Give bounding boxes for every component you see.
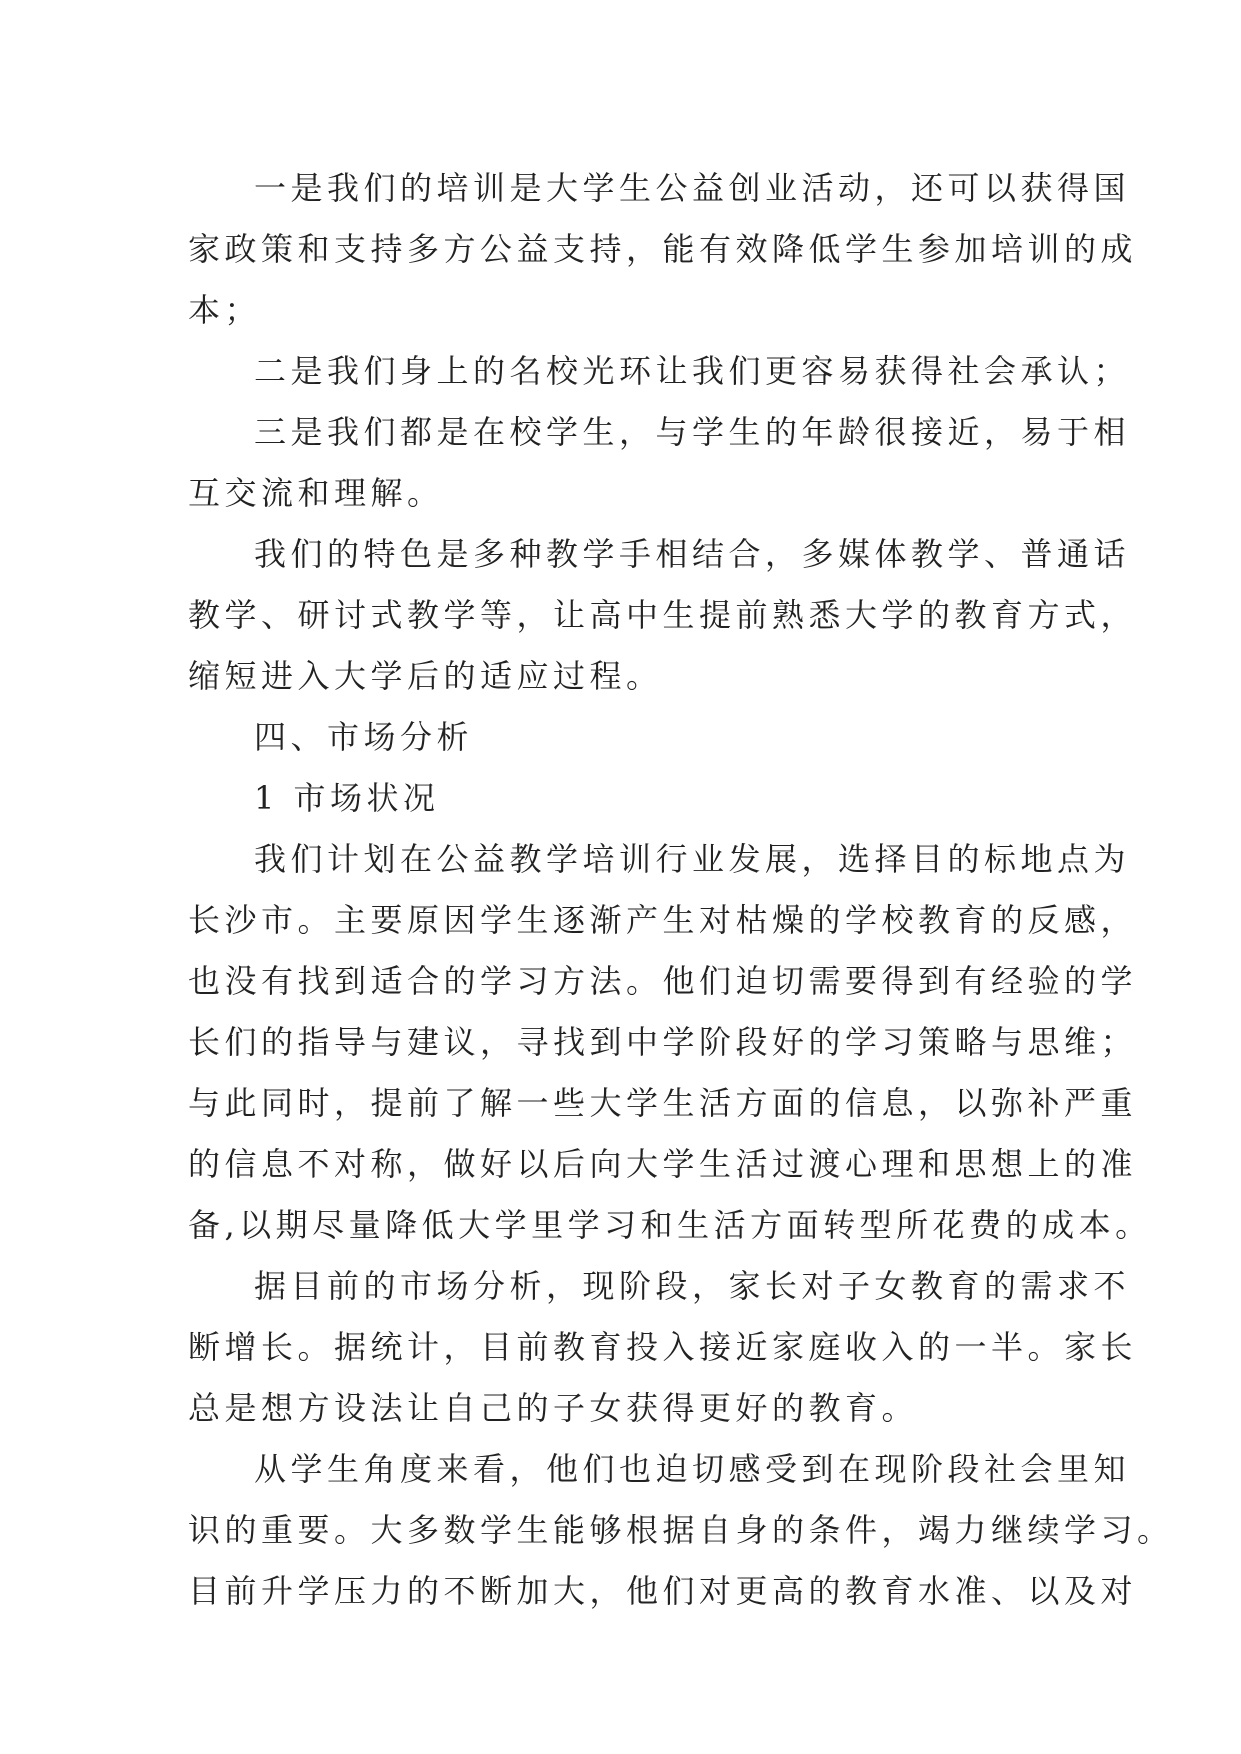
text-line: 长们的指导与建议，寻找到中学阶段好的学习策略与思维； [188, 1023, 1138, 1061]
paragraph [188, 158, 1138, 341]
paragraph [188, 524, 1138, 707]
text-line: 也没有找到适合的学习方法。他们迫切需要得到有经验的学 [188, 962, 1138, 1000]
text-line: 目前升学压力的不断加大，他们对更高的教育水准、以及对 [188, 1572, 1138, 1610]
text-line: 总是想方设法让自己的子女获得更好的教育。 [188, 1389, 919, 1427]
text-line: 识的重要。大多数学生能够根据自身的条件，竭力继续学习。 [188, 1511, 1174, 1549]
paragraph [188, 768, 1053, 829]
paragraph [188, 707, 1053, 768]
text-line: 我们计划在公益教学培训行业发展，选择目的标地点为 [254, 840, 1131, 878]
text-line: 一是我们的培训是大学生公益创业活动，还可以获得国 [254, 169, 1131, 207]
text-line: 从学生角度来看，他们也迫切感受到在现阶段社会里知 [254, 1450, 1131, 1488]
text-line: 的信息不对称，做好以后向大学生活过渡心理和思想上的准 [188, 1145, 1138, 1183]
text-line: 缩短进入大学后的适应过程。 [188, 657, 663, 695]
text-line: 据目前的市场分析，现阶段，家长对子女教育的需求不 [254, 1267, 1131, 1305]
text-line: 与此同时，提前了解一些大学生活方面的信息，以弥补严重 [188, 1084, 1138, 1122]
paragraph [188, 1256, 1138, 1439]
text-line: 本； [188, 291, 262, 329]
paragraph [188, 402, 1131, 524]
text-line: 家政策和支持多方公益支持，能有效降低学生参加培训的成 [188, 230, 1138, 268]
text-line: 二是我们身上的名校光环让我们更容易获得社会承认； [254, 352, 1131, 390]
text-line: 互交流和理解。 [188, 474, 444, 512]
paragraph [188, 341, 1131, 402]
paragraph [188, 1439, 1174, 1622]
text-line: 教学、研讨式教学等，让高中生提前熟悉大学的教育方式， [188, 596, 1138, 634]
text-line: 备,以期尽量降低大学里学习和生活方面转型所花费的成本。 [188, 1206, 1152, 1244]
text-line: 三是我们都是在校学生，与学生的年龄很接近，易于相 [254, 413, 1131, 451]
text-line: 1 市场状况 [254, 779, 440, 817]
text-line: 长沙市。主要原因学生逐渐产生对枯燥的学校教育的反感， [188, 901, 1138, 939]
text-line: 我们的特色是多种教学手相结合，多媒体教学、普通话 [254, 535, 1131, 573]
paragraph [188, 829, 1152, 1256]
text-line: 断增长。据统计，目前教育投入接近家庭收入的一半。家长 [188, 1328, 1138, 1366]
text-line: 四、市场分析 [254, 718, 474, 756]
document-body [188, 158, 1174, 1622]
